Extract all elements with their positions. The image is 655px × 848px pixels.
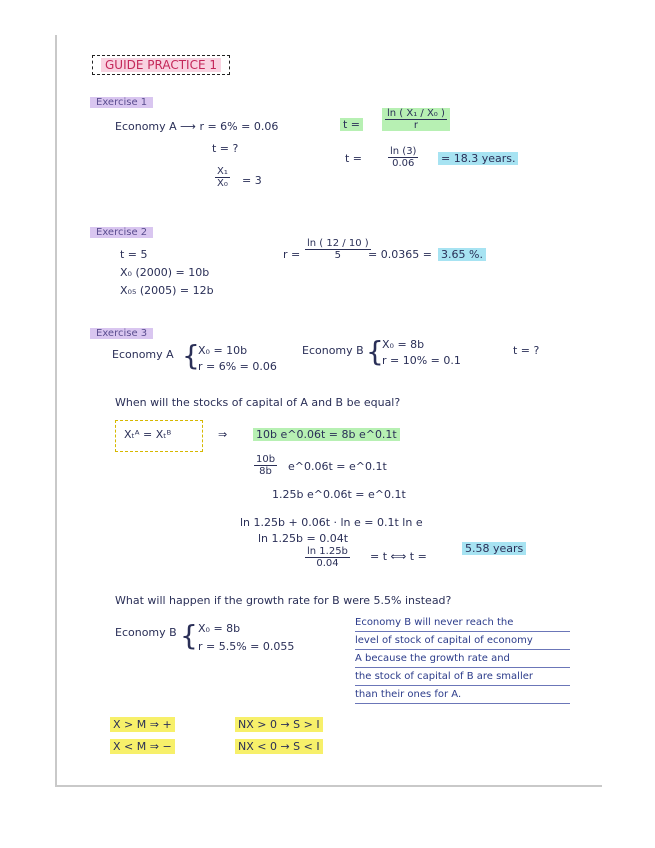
ex1-calc: $\frac{\ln (3)}{0.06}$	[390, 146, 417, 169]
page-title: GUIDE PRACTICE 1	[92, 55, 230, 75]
ex2-x05: X₀₅ (2005) = 12b	[120, 284, 214, 297]
ex3-eq4: ln 1.25b + 0.06t · ln e = 0.1t ln e	[240, 516, 423, 529]
ex3-eq3: 1.25b e^0.06t = e^0.1t	[272, 488, 406, 501]
ex3-question2: What will happen if the growth rate for B were 5.5% instead?	[115, 594, 452, 607]
ex1-formula: $\frac{\text{ln ( X₁ / X₀ )}}{r}$	[382, 108, 450, 131]
ex2-t: t = 5	[120, 248, 148, 261]
ex2-r-lhs: r =	[283, 248, 301, 261]
ex3-c1: X₀ = 8b	[198, 622, 241, 635]
ex3-eq2-frac: $\frac{10b}{8b}$	[256, 454, 276, 477]
rule-1a: X > M ⇒ +	[110, 718, 175, 732]
ex3-eq5: ln 1.25b = 0.04t	[258, 532, 349, 545]
ex3-brace-a: {	[182, 339, 200, 372]
answer-line: the stock of capital of B are smaller	[355, 668, 570, 686]
ex3-brace-b: {	[366, 335, 384, 368]
ex3-eq6: = t ⟺ t =	[370, 550, 427, 563]
ex1-ratio: $\frac{\text{X₁}}{\text{X₀}}$	[217, 166, 228, 189]
ex3-a2: r = 6% = 0.06	[198, 360, 277, 373]
ex3-tq: t = ?	[513, 344, 540, 357]
rule-2a: X < M ⇒ −	[110, 740, 175, 754]
ex3-b1: X₀ = 8b	[382, 338, 425, 351]
ex3-arrow: ⇒	[218, 428, 228, 441]
ex1-line2: t = ?	[212, 142, 239, 155]
ex3-question: When will the stocks of capital of A and B be equal?	[115, 396, 401, 409]
ex3-eq6-frac: $\frac{\ln 1.25b}{0.04}$	[307, 546, 348, 569]
ex3-brace-c: {	[180, 619, 198, 652]
ex3-a1: X₀ = 10b	[198, 344, 248, 357]
exercise-3-label: Exercise 3	[90, 328, 153, 339]
rule-1b: NX > 0 → S > I	[235, 718, 323, 732]
exercise-1-label: Exercise 1	[90, 97, 153, 108]
ex3-b2: r = 10% = 0.1	[382, 354, 461, 367]
ex3-eq-box-text: Xₜᴬ = Xₜᴮ	[124, 428, 172, 441]
exercise-2-label: Exercise 2	[90, 227, 153, 238]
answer-line: level of stock of capital of economy	[355, 632, 570, 650]
ex3-econ-b2: Economy B	[115, 626, 177, 639]
ex2-r-frac: $\frac{\ln ( 12 / 10 )}{5}$	[307, 238, 369, 261]
ex3-econ-a: Economy A	[112, 348, 174, 361]
answer-line: than their ones for A.	[355, 686, 570, 704]
rule-2b: NX < 0 → S < I	[235, 740, 323, 754]
ex3-eq6-result: 5.58 years	[462, 542, 526, 556]
ex1-line1: Economy A ⟶ r = 6% = 0.06	[115, 120, 279, 133]
ex2-r-result: 3.65 %.	[438, 248, 486, 262]
ex3-eq1: 10b e^0.06t = 8b e^0.1t	[253, 428, 400, 442]
ex3-c2: r = 5.5% = 0.055	[198, 640, 295, 653]
ex3-answer	[355, 614, 570, 704]
ex1-result: = 18.3 years.	[438, 152, 518, 166]
answer-line: Economy B will never reach the	[355, 614, 570, 632]
ex3-eq2: e^0.06t = e^0.1t	[288, 460, 387, 473]
ex2-x0: X₀ (2000) = 10b	[120, 266, 210, 279]
ex1-calc-lhs: t =	[345, 152, 363, 165]
ex1-ratio-eq: = 3	[242, 174, 262, 187]
ex2-r-eq: = 0.0365 =	[368, 248, 432, 261]
ex1-formula-lhs: t =	[340, 118, 363, 132]
answer-line: A because the growth rate and	[355, 650, 570, 668]
ex3-econ-b: Economy B	[302, 344, 364, 357]
